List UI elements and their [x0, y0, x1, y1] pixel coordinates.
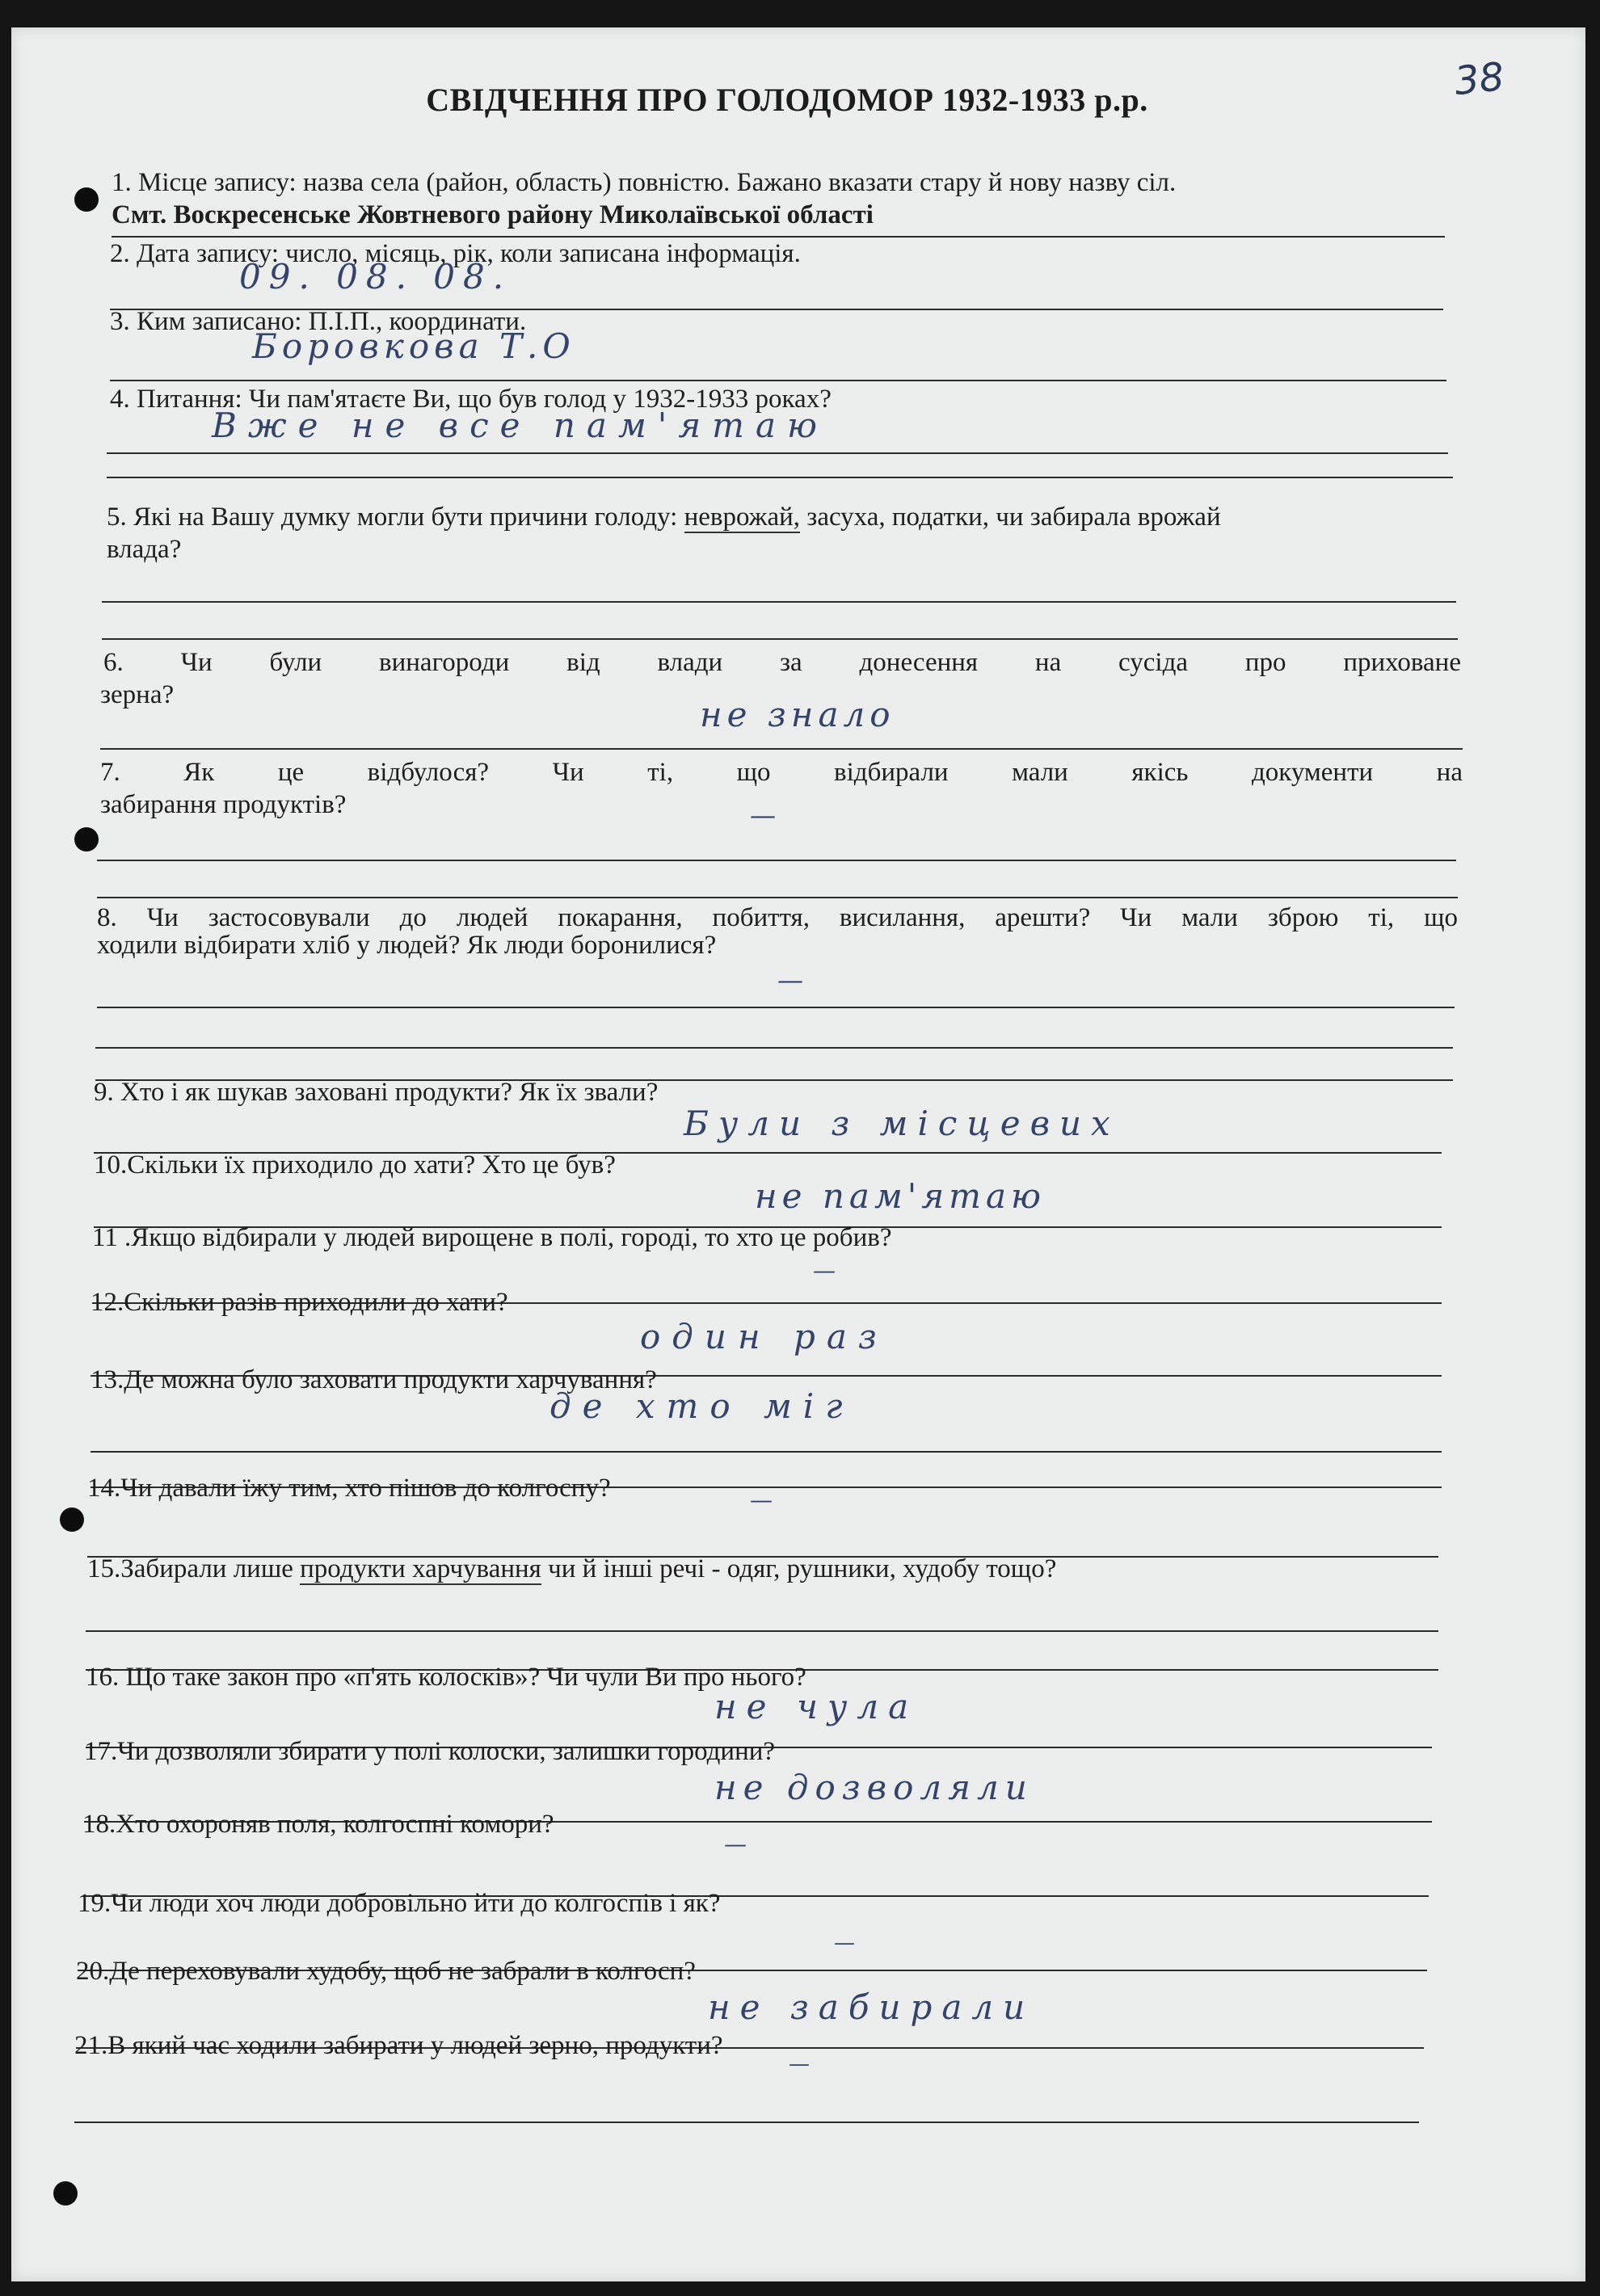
document-title: СВІДЧЕННЯ ПРО ГОЛОДОМОР 1932-1933 р.р.: [426, 82, 1148, 118]
answer-line: [97, 1007, 1455, 1008]
question-2: 2. Дата запису: число, місяць, рік, коли записана інформація.: [110, 239, 801, 268]
answer-line: [102, 638, 1458, 640]
question-13: 13.Де можна було заховати продукти харчування?: [91, 1365, 657, 1394]
answer-line: [74, 2121, 1419, 2123]
answer-line: [97, 897, 1458, 898]
punch-hole: [53, 2181, 78, 2206]
underlined-cause: неврожай,: [684, 503, 801, 532]
question-16: 16. Що таке закон про «п'ять колосків»? Чи чули Ви про нього?: [86, 1663, 806, 1692]
answer-line: [97, 860, 1456, 861]
question-11: 11 .Якщо відбирали у людей вирощене в полі, городі, то хто це робив?: [92, 1223, 892, 1252]
answer-13: де хто міг: [549, 1386, 854, 1426]
answer-7: —: [750, 800, 781, 831]
question-15-part: чи й інші речі - одяг, рушники, худобу тощо?: [541, 1554, 1057, 1583]
question-9: 9. Хто і як шукав заховані продукти? Як їх звали?: [94, 1078, 659, 1107]
question-10: 10.Скільки їх приходило до хати? Хто це був?: [94, 1150, 616, 1180]
answer-1: Смт. Воскресенське Жовтневого району Миколаївської області: [112, 200, 874, 229]
answer-9: Були з місцевих: [684, 1104, 1120, 1143]
answer-20: не забирали: [708, 1987, 1035, 2027]
answer-17: не дозволяли: [714, 1768, 1034, 1807]
question-18: 18.Хто охороняв поля, колгоспні комори?: [82, 1810, 554, 1839]
question-21: 21.В який час ходили забирати у людей зерно, продукти?: [74, 2031, 723, 2060]
question-19: 19.Чи люди хоч люди добровільно йти до колгоспів і як?: [78, 1889, 721, 1918]
underlined-phrase: продукти харчування: [300, 1554, 541, 1583]
answer-line: [107, 452, 1448, 454]
answer-4: Вже не все пам'ятаю: [212, 406, 828, 445]
answer-line: [107, 477, 1453, 478]
question-8-cont: ходили відбирати хліб у людей? Як люди боронилися?: [97, 931, 717, 960]
question-8: 8. Чи застосовували до людей покарання, побиття, висилання, арешти? Чи мали зброю ті, що: [97, 903, 1458, 932]
question-7-cont: забирання продуктів?: [100, 790, 347, 819]
answer-line: [100, 748, 1463, 750]
answer-line: [91, 1451, 1442, 1453]
answer-line: [102, 601, 1456, 603]
answer-8: —: [777, 965, 808, 995]
question-4: 4. Питання: Чи пам'ятаєте Ви, що був голод у 1932-1933 роках?: [110, 385, 832, 414]
question-5: [107, 501, 1221, 533]
answer-18: —: [724, 1831, 752, 1857]
question-5-cont: влада?: [107, 535, 182, 564]
punch-hole: [60, 1508, 84, 1532]
answer-11: —: [813, 1257, 840, 1284]
question-17: 17.Чи дозволяли збирати у полі колоски, залишки городини?: [84, 1737, 776, 1766]
question-7: 7. Як це відбулося? Чи ті, що відбирали мали якісь документи на: [100, 758, 1463, 787]
question-15-part: 15.Забирали лише: [87, 1554, 301, 1583]
answer-10: не пам'ятаю: [755, 1176, 1046, 1216]
answer-6: не знало: [700, 695, 895, 734]
punch-hole: [74, 187, 99, 212]
question-5-part: засуха, податки, чи забирала врожай: [800, 503, 1221, 532]
page-number: 38: [1452, 53, 1506, 105]
question-20: 20.Де переховували худобу, щоб не забрали в колгосп?: [76, 1957, 696, 1986]
question-5-part: 5. Які на Вашу думку могли бути причини голоду:: [107, 503, 684, 532]
answer-19: —: [834, 1931, 860, 1955]
question-14: 14.Чи давали їжу тим, хто пішов до колгоспу?: [87, 1474, 611, 1503]
answer-3: Боровкова Т.О: [252, 326, 575, 366]
question-6: 6. Чи були винагороди від влади за донесення на сусіда про приховане: [103, 648, 1461, 677]
answer-line: [86, 1630, 1438, 1632]
answer-21: —: [789, 2052, 815, 2076]
question-12: 12.Скільки разів приходили до хати?: [91, 1288, 508, 1317]
question-6-cont: зерна?: [100, 680, 175, 709]
answer-12: один раз: [640, 1317, 888, 1356]
answer-line: [110, 380, 1446, 381]
question-15: [87, 1553, 1056, 1585]
answer-line: [95, 1047, 1453, 1049]
answer-14: —: [750, 1487, 777, 1513]
punch-hole: [74, 827, 99, 852]
question-1: 1. Місце запису: назва села (район, область) повністю. Бажано вказати стару й нову назву сіл.: [112, 168, 1177, 197]
answer-16: не чула: [714, 1687, 919, 1726]
answer-2: 09. 08. 08.: [239, 257, 512, 296]
question-3: 3. Ким записано: П.І.П., координати.: [110, 307, 527, 336]
